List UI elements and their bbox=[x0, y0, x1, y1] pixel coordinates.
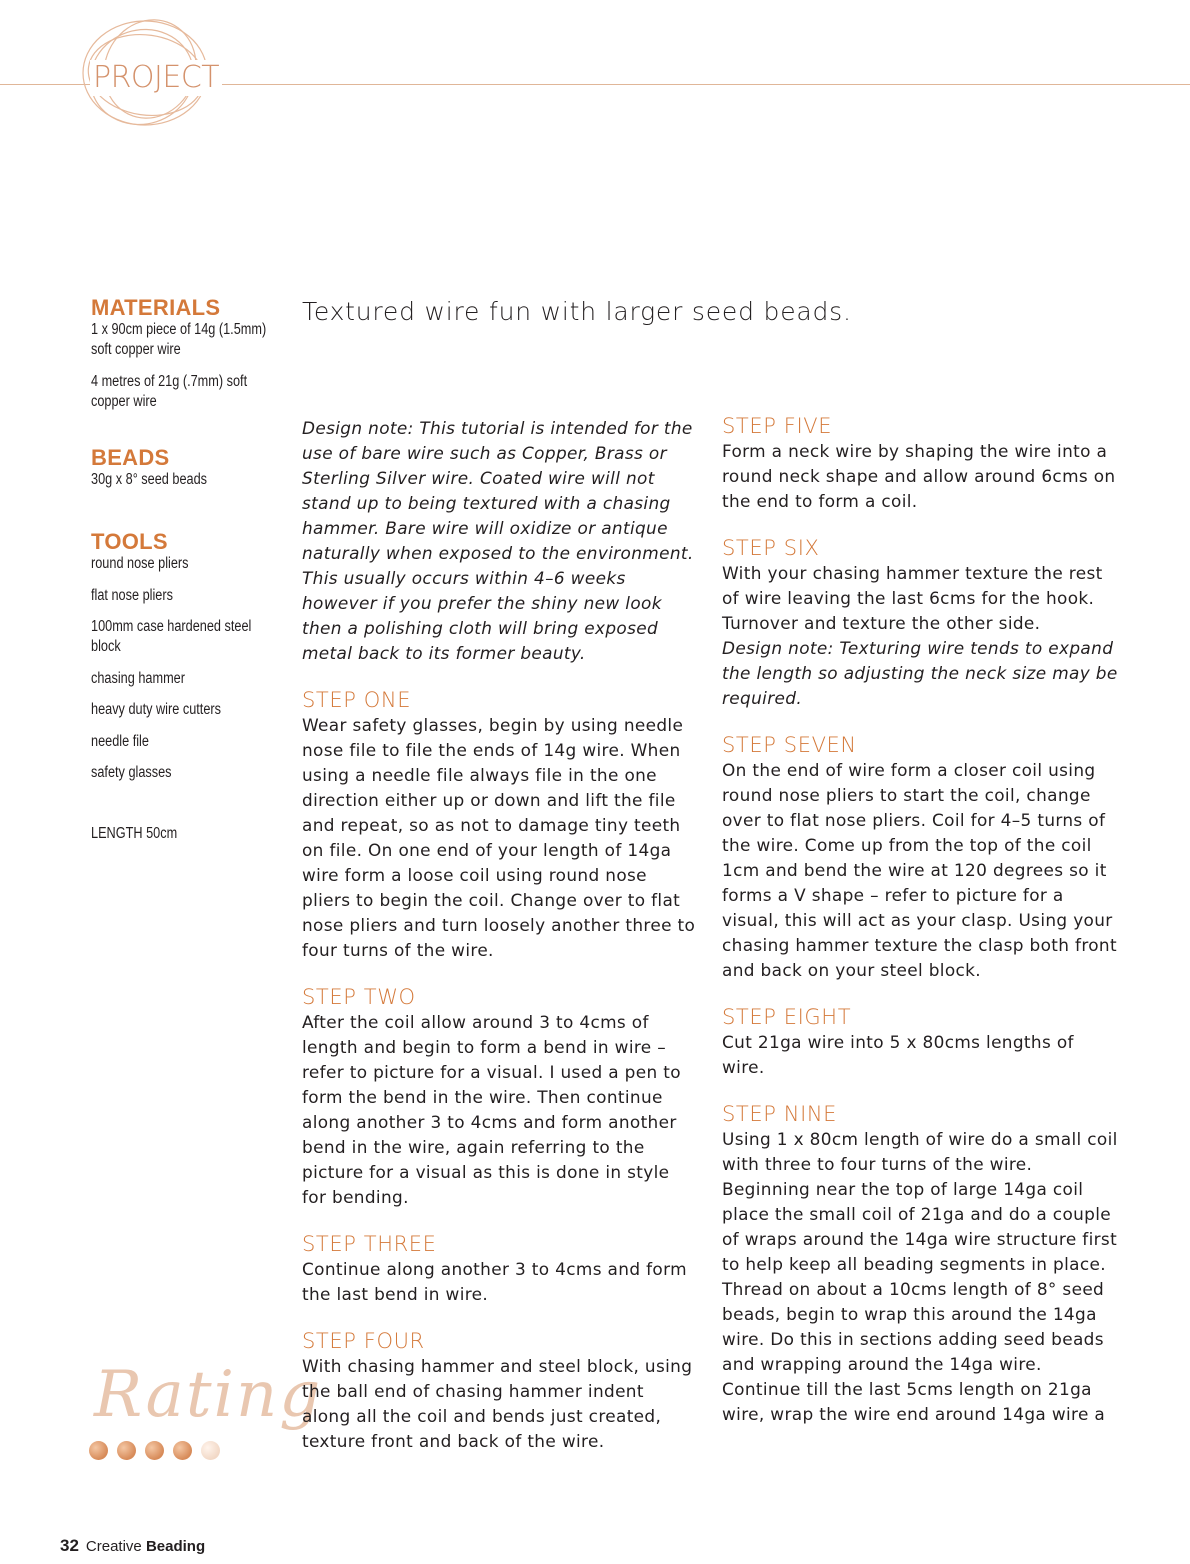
materials-list bbox=[91, 320, 281, 412]
step-four-heading: STEP FOUR bbox=[302, 1329, 425, 1353]
step-six-note: Design note: Texturing wire tends to expand the length so adjusting the neck size may be required. bbox=[722, 638, 1118, 708]
step-five-text: Form a neck wire by shaping the wire into a round neck shape and allow around 6cms on the end to form a coil. bbox=[722, 441, 1116, 511]
materials-heading: MATERIALS bbox=[91, 295, 221, 320]
list-item: 100mm case hardened steel block bbox=[91, 618, 252, 655]
magazine-name-bold: Beading bbox=[145, 1538, 206, 1555]
lead-text: Textured wire fun with larger seed beads. bbox=[302, 297, 852, 326]
rating-dots bbox=[89, 1441, 220, 1460]
tools-heading: TOOLS bbox=[91, 529, 168, 554]
page-footer bbox=[60, 1536, 205, 1556]
sidebar bbox=[91, 296, 281, 843]
step-seven-heading: STEP SEVEN bbox=[722, 733, 857, 757]
rating-dot-filled bbox=[173, 1441, 192, 1460]
list-item: 30g x 8° seed beads bbox=[91, 471, 208, 488]
list-item: chasing hammer bbox=[91, 669, 185, 687]
step-one-text: Wear safety glasses, begin by using needle nose file to file the ends of 14g wire. When using a needle file always file in the one direction either up or down and lift the file and repeat, so as not to damage tiny teeth on file. On one end of your length of 14ga wire form a loose coil using round nose pliers to begin the coil. Change over to flat nose pliers and turn loosely another three to four turns of the wire. bbox=[302, 715, 696, 960]
step-eight-text: Cut 21ga wire into 5 x 80cms lengths of wire. bbox=[722, 1032, 1074, 1077]
step-two-heading: STEP TWO bbox=[302, 985, 416, 1009]
beads-list bbox=[91, 470, 281, 490]
beads-heading: BEADS bbox=[91, 445, 170, 470]
step-seven-text: On the end of wire form a closer coil using round nose pliers to start the coil, change over to flat nose pliers. Coil for 4–5 turns of the wire. Come up from the top of the coil 1cm and bend the wire at 120 degrees so it forms a V shape – refer to picture for a visual, this will act as your clasp. Using your chasing hammer texture the clasp both front and back on your steel block. bbox=[722, 760, 1117, 980]
list-item: 4 metres of 21g (.7mm) soft copper wire bbox=[91, 373, 248, 410]
column-right bbox=[722, 414, 1122, 1427]
step-two-text: After the coil allow around 3 to 4cms of length and begin to form a bend in wire – refer to picture for a visual. I used a pen to form the bend in the wire. Then continue along another 3 to 4cms and form another bend in the wire, again referring to the picture for a visual as this is done in style for bending. bbox=[302, 1012, 681, 1207]
materials-section bbox=[91, 296, 281, 412]
step-nine-text: Using 1 x 80cm length of wire do a small coil with three to four turns of the wire. Beginning near the top of large 14ga coil place the small coil of 21ga and do a couple of wraps around the 14ga wire structure first to help keep all beading segments in place. Thread on about a 10cms length of 8° seed beads, begin to wrap this around the 14ga wire. Do this in sections adding seed beads and wrapping around the 14ga wire. Continue till the last 5cms length on 21ga wire, wrap the wire end around 14ga wire a bbox=[722, 1129, 1118, 1424]
step-three-heading: STEP THREE bbox=[302, 1232, 437, 1256]
step-nine-heading: STEP NINE bbox=[722, 1102, 838, 1126]
magazine-name-light: Creative bbox=[85, 1538, 142, 1555]
step-six-text: With your chasing hammer texture the rest of wire leaving the last 6cms for the hook. Turnover and texture the other side. bbox=[722, 563, 1103, 633]
tools-list bbox=[91, 554, 281, 783]
list-item: safety glasses bbox=[91, 764, 172, 781]
beads-section bbox=[91, 446, 281, 490]
rating-label: Rating bbox=[94, 1358, 323, 1432]
step-five-heading: STEP FIVE bbox=[722, 414, 833, 438]
tools-section bbox=[91, 530, 281, 783]
list-item: round nose pliers bbox=[91, 555, 189, 572]
list-item: heavy duty wire cutters bbox=[91, 701, 221, 718]
list-item: 1 x 90cm piece of 14g (1.5mm) soft copper wire bbox=[91, 321, 267, 358]
section-label: PROJECT bbox=[90, 60, 222, 96]
rating-dot-empty bbox=[201, 1441, 220, 1460]
column-left bbox=[302, 416, 697, 1454]
design-note: Design note: This tutorial is intended for the use of bare wire such as Copper, Brass or Sterling Silver wire. Coated wire will not stand up to being textured with a chasing hammer. Bare wire will oxidize or antique naturally when exposed to the environment. This usually occurs within 4–6 weeks however if you prefer the shiny new look then a polishing cloth will bring exposed metal back to its former beauty. bbox=[302, 418, 694, 663]
rating-dot-filled bbox=[89, 1441, 108, 1460]
page-number: 32 bbox=[60, 1536, 79, 1555]
list-item: needle file bbox=[91, 732, 149, 750]
rating-dot-filled bbox=[145, 1441, 164, 1460]
step-four-text: With chasing hammer and steel block, using the ball end of chasing hammer indent along all the coil and bends just created, texture front and back of the wire. bbox=[302, 1356, 693, 1451]
step-one-heading: STEP ONE bbox=[302, 688, 412, 712]
step-six-heading: STEP SIX bbox=[722, 536, 820, 560]
rating-dot-filled bbox=[117, 1441, 136, 1460]
rating bbox=[88, 1355, 323, 1465]
step-eight-heading: STEP EIGHT bbox=[722, 1005, 852, 1029]
length-label: LENGTH 50cm bbox=[91, 825, 178, 842]
step-three-text: Continue along another 3 to 4cms and form the last bend in wire. bbox=[302, 1259, 687, 1304]
list-item: flat nose pliers bbox=[91, 586, 173, 604]
